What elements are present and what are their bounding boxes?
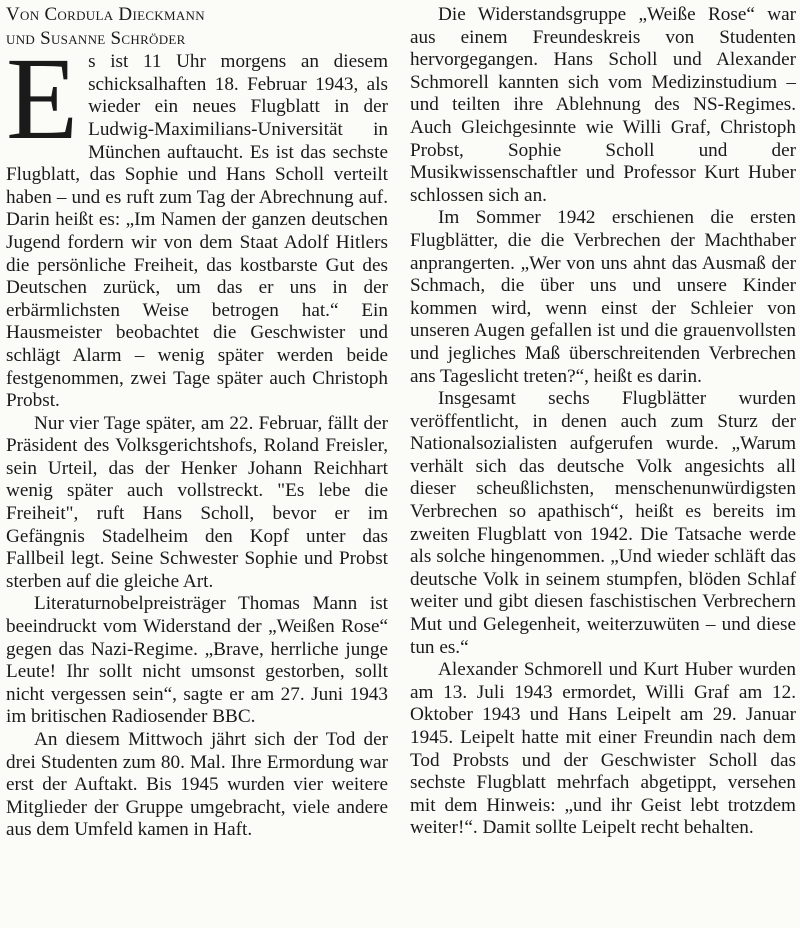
left-column xyxy=(6,4,388,842)
paragraph-first-leaflets: Im Sommer 1942 erschienen die ersten Flugblätter, die die Verbrechen der Machthaber anprangerten. „Wer von uns ahnt das Ausmaß der Schmach, die über uns und unsere Kinder kommen wird, wenn einst der Schleier von unseren Augen gefallen ist und die grauenvollsten und jegliches Maß überschreitenden Verbrechen ans Tageslicht treten?“, heißt es darin. xyxy=(410,207,796,387)
paragraph-thomas-mann: Literaturnobelpreisträger Thomas Mann ist beeindruckt vom Widerstand der „Weißen Rose“ gegen das Nazi-Regime. „Brave, herrliche junge Leute! Ihr sollt nicht umsonst gestorben, sollt nicht vergessen sein“, sagte er am 27. Juni 1943 im britischen Radiosender BBC. xyxy=(6,593,388,728)
paragraph-six-leaflets: Insgesamt sechs Flugblätter wurden veröffentlicht, in denen auch zum Sturz der Nationalsozialisten aufgerufen wurde. „Warum verhält sich das deutsche Volk angesichts all dieser scheußlichsten, menschenunwürdigsten Verbrechen so apathisch“, heißt es bereits im zweiten Flugblatt von 1942. Die Tatsache werde als solche hingenommen. „Und wieder schläft das deutsche Volk in seinem stumpfen, blöden Schlaf weiter und gibt diesen faschistischen Verbrechern Mut und Gelegenheit, weiterzuwüten – und diese tun es.“ xyxy=(410,388,796,658)
drop-cap: E xyxy=(6,33,79,165)
paragraph-anniversary: An diesem Mittwoch jährt sich der Tod der drei Studenten zum 80. Mal. Ihre Ermordung war erst der Auftakt. Bis 1945 wurden vier weitere Mitglieder der Gruppe umgebracht, viele andere aus dem Umfeld kamen in Haft. xyxy=(6,729,388,841)
paragraph-group-origin: Die Widerstandsgruppe „Weiße Rose“ war aus einem Freundeskreis von Studenten hervorgegangen. Hans Scholl und Alexander Schmorell kannten sich vom Medizinstudium – und teilten ihre Ablehnung des NS-Regimes. Auch Gleichgesinnte wie Willi Graf, Christoph Probst, Sophie Scholl und der Musikwissenschaftler und Professor Kurt Huber schlossen sich an. xyxy=(410,4,796,206)
byline-line-1: Von Cordula Dieckmann xyxy=(6,4,205,25)
right-column xyxy=(410,4,796,840)
paragraph-intro-text: s ist 11 Uhr morgens an diesem schicksalhaften 18. Februar 1943, als wieder ein neues Flugblatt in der Ludwig-Maximilians-Universität in München auftaucht. Es ist das sechste Flugblatt, das Sophie und Hans Scholl verteilt haben – und es ruft zum Tag der Abrechnung auf. Darin heißt es: „Im Namen der ganzen deutschen Jugend fordern wir von dem Staat Adolf Hitlers die persönliche Freiheit, das kostbarste Gut des Deutschen zurück, um das er uns in der erbärmlichsten Weise betrogen hat.“ Ein Hausmeister beobachtet die Geschwister und schlägt Alarm – wenig später werden beide festgenommen, zwei Tage später auch Christoph Probst. xyxy=(6,51,388,412)
byline-line-2: und Susanne Schröder xyxy=(6,27,186,49)
paragraph-verdict: Nur vier Tage später, am 22. Februar, fällt der Präsident des Volksgerichtshofs, Roland Freisler, sein Urteil, das der Henker Johann Reichhart wenig später auch vollstreckt. "Es lebe die Freiheit", ruft Hans Scholl, bevor er im Gefängnis Stadelheim den Kopf unter das Fallbeil legt. Seine Schwester Sophie und Probst sterben auf die gleiche Art. xyxy=(6,412,388,592)
paragraph-murders: Alexander Schmorell und Kurt Huber wurden am 13. Juli 1943 ermordet, Willi Graf am 12. Oktober 1943 und Hans Leipelt am 29. Januar 1945. Leipelt hatte mit einer Freundin nach dem Tod Probsts und der Geschwister Scholl das sechste Flugblatt mehrfach abgetippt, versehen mit dem Hinweis: „und ihr Geist lebt trotzdem weiter!“. Damit sollte Leipelt recht behalten. xyxy=(410,659,796,839)
